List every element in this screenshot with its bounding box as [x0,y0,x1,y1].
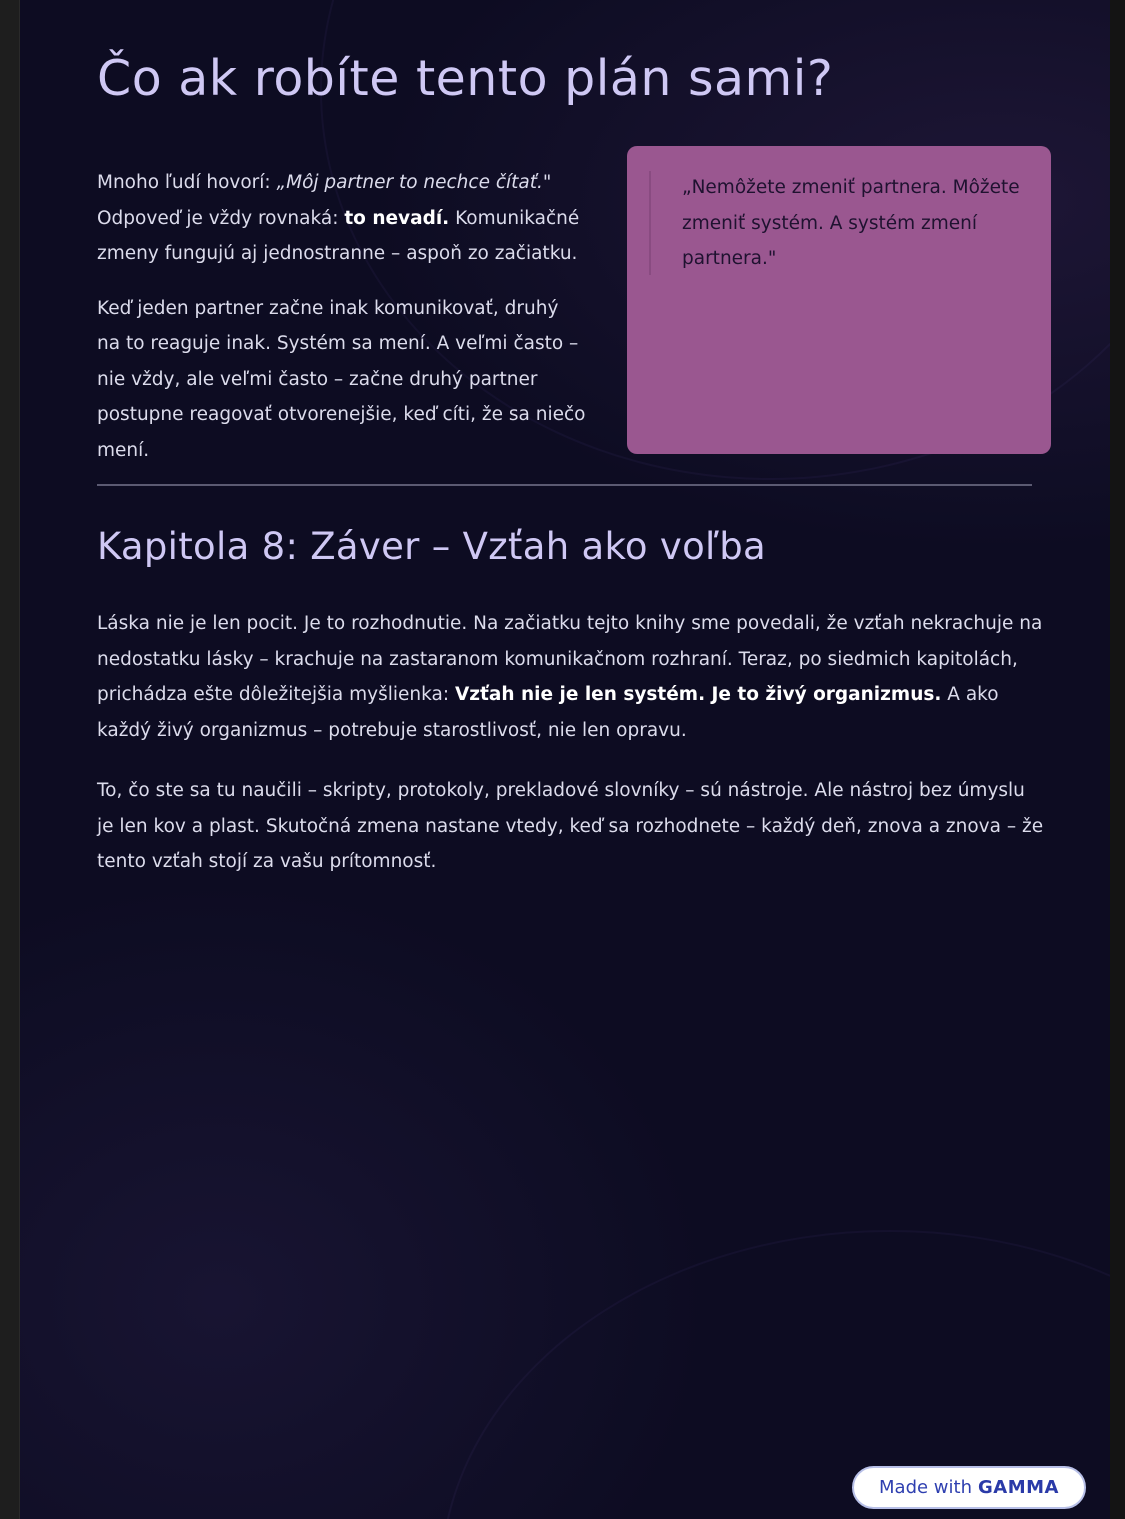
section-divider [97,484,1032,486]
quote-accent-bar [649,171,651,275]
text-run: Láska nie je len pocit. Je to rozhodnutie. Na začiatku tejto knihy sme povedali, že vzťah nekrachuje na nedostatku lásky – krachuje na zastaranom komunikačnom rozhraní. Teraz, po siedmich kapitolách, prichádza ešte dôležitejšia myšlienka: [97,613,1043,705]
document-page [19,0,1110,1519]
quote-card [627,146,1051,454]
text-run: Odpoveď je vždy rovnaká: [97,207,345,229]
intro-paragraph [97,165,587,272]
intro-column [97,165,587,487]
emphasis-bold: to nevadí. [344,207,450,229]
chapter-paragraph [97,606,1045,748]
partner-quote-italic: „Môj partner to nechce čítať." [276,172,552,193]
chapter-body [97,606,1045,905]
chapter-paragraph: To, čo ste sa tu naučili – skripty, protokoly, prekladové slovníky – sú nástroje. Ale nástroj bez úmyslu je len kov a plast. Skutočná zmena nastane vtedy, keď sa rozhodnete – každý deň, znova a znova – že tento vzťah stojí za vašu prítomnosť. [97,780,1044,872]
window-edge [1110,0,1125,1519]
text-run: A ako každý živý organizmus – potrebuje starostlivosť, nie len opravu. [97,684,999,741]
text-run: Komunikačné zmeny fungujú aj jednostranne – aspoň zo začiatku. [97,207,580,264]
badge-prefix: Made with [879,1477,972,1498]
made-with-gamma-badge[interactable] [852,1466,1086,1509]
chapter-title: Kapitola 8: Záver – Vzťah ako voľba [97,525,766,568]
text-run: Mnoho ľudí hovorí: [97,172,277,193]
system-paragraph: Keď jeden partner začne inak komunikovať, druhý na to reaguje inak. Systém sa mení. A veľmi často – nie vždy, ale veľmi často – začne druhý partner postupne reagovať otvorenejšie, keď cíti, že sa niečo mení. [97,297,586,461]
gamma-logo: GAMMA [978,1477,1059,1498]
emphasis-bold: Vzťah nie je len systém. Je to živý organizmus. [454,684,942,705]
section-title: Čo ak robíte tento plán sami? [97,50,834,107]
quote-text: „Nemôžete zmeniť partnera. Môžete zmeniť systém. A systém zmení partnera." [682,177,1020,269]
